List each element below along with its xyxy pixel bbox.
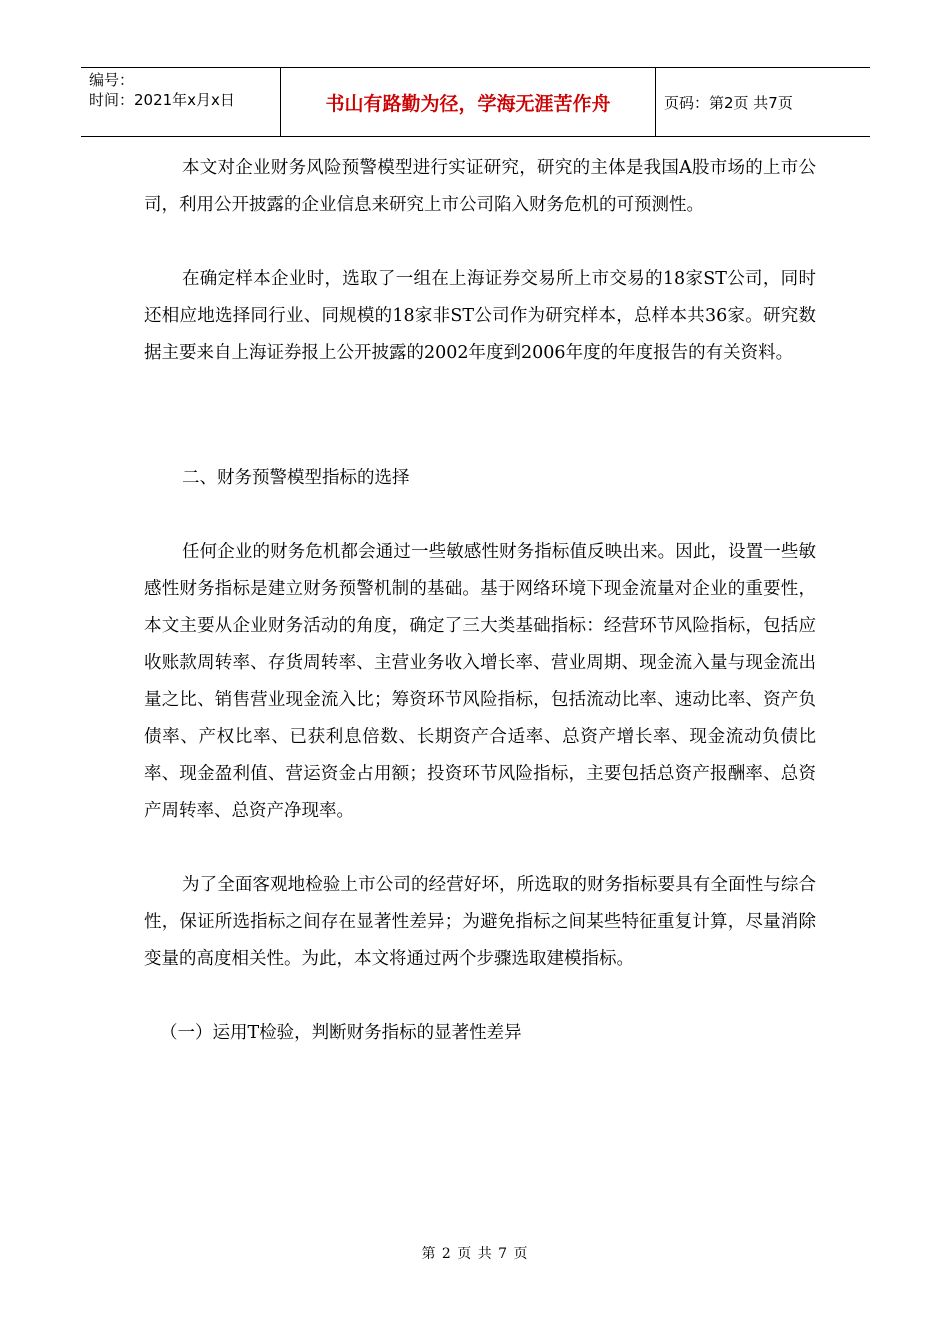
document-header — [81, 67, 870, 137]
doc-time-label: 时间：2021年x月x日 — [89, 91, 235, 109]
section-heading: 二、财务预警模型指标的选择 — [182, 468, 410, 488]
paragraph-selection: 为了全面客观地检验上市公司的经营好坏，所选取的财务指标要具有全面性与综合性，保证所选指标之间存在显著性差异；为避免指标之间某些特征重复计算，尽量消除变量的高度相关性。为此，本文将通过两个步骤选取建模指标。 — [144, 875, 816, 969]
document-body — [144, 150, 816, 1052]
doc-number-label: 编号： — [89, 71, 135, 89]
paragraph-intro: 本文对企业财务风险预警模型进行实证研究，研究的主体是我国A股市场的上市公司，利用公开披露的企业信息来研究上市公司陷入财务危机的可预测性。 — [144, 158, 816, 215]
paragraph-indicators: 任何企业的财务危机都会通过一些敏感性财务指标值反映出来。因此，设置一些敏感性财务指标是建立财务预警机制的基础。基于网络环境下现金流量对企业的重要性，本文主要从企业财务活动的角度，确定了三大类基础指标：经营环节风险指标，包括应收账款周转率、存货周转率、主营业务收入增长率、营业周期、现金流入量与现金流出量之比、销售营业现金流入比；筹资环节风险指标，包括流动比率、速动比率、资产负债率、产权比率、已获利息倍数、长期资产合适率、总资产增长率、现金流动负债比率、现金盈利值、营运资金占用额；投资环节风险指标，主要包括总资产报酬率、总资产周转率、总资产净现率。 — [144, 542, 816, 821]
header-motto: 书山有路勤为径，学海无涯苦作舟 — [281, 68, 656, 136]
header-page-info: 页码：第2页 共7页 — [664, 93, 793, 112]
header-left-cell — [81, 68, 281, 136]
subsection-heading: （一）运用T检验，判断财务指标的显著性差异 — [160, 1023, 522, 1043]
page-footer: 第 2 页 共 7 页 — [421, 1246, 529, 1262]
paragraph-sample: 在确定样本企业时，选取了一组在上海证券交易所上市交易的18家ST公司，同时还相应地选择同行业、同规模的18家非ST公司作为研究样本，总样本共36家。研究数据主要来自上海证券报上公开披露的2002年度到2006年度的年度报告的有关资料。 — [144, 269, 816, 363]
